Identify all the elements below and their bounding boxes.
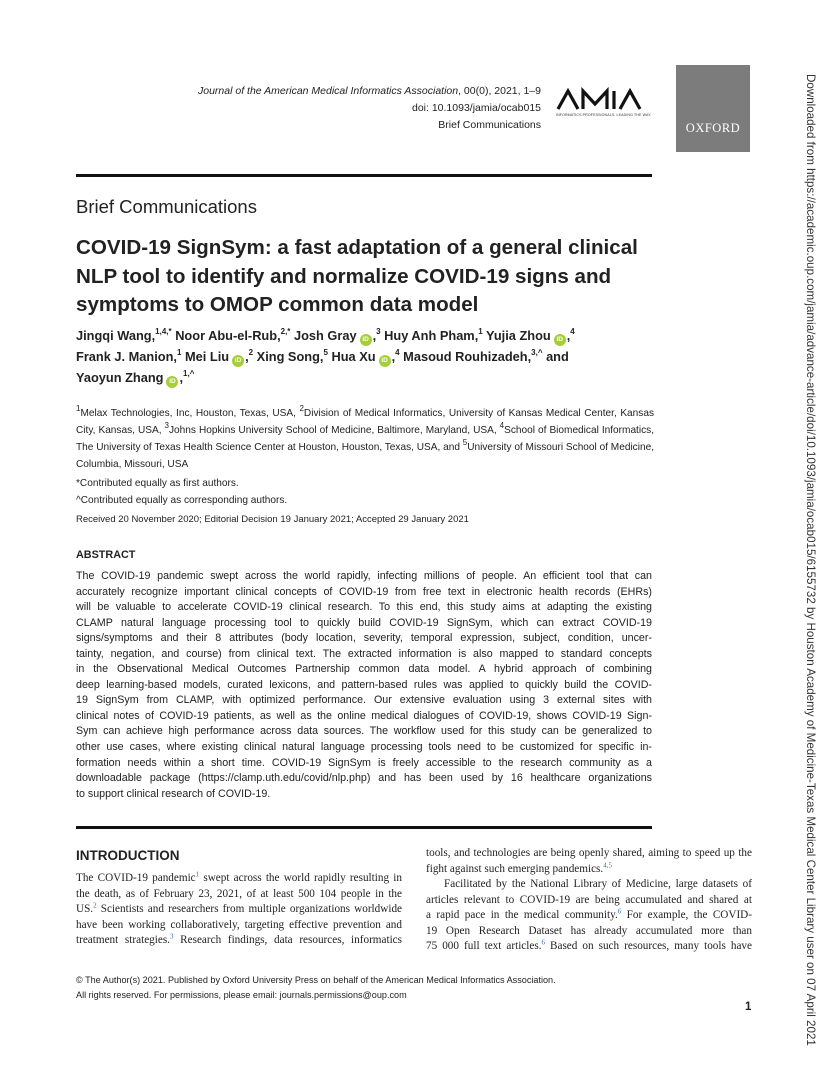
author-comma: ,	[566, 328, 571, 343]
publication-dates: Received 20 November 2020; Editorial Decision 19 January 2021; Accepted 29 January 2021	[76, 514, 469, 525]
affiliation-number: 2	[299, 403, 304, 413]
affiliation-number: 5	[462, 437, 468, 447]
abstract-body	[76, 569, 652, 802]
abstract-line: clinical notes of COVID-19 patients, as well as the online medical dialogues of COVID-19, shows COVID-19 Sign-	[76, 709, 652, 722]
author	[76, 328, 172, 343]
oxford-logo-text: OXFORD	[685, 121, 741, 135]
affiliation-line: City, Kansas, USA, $^3$Johns Hopkins University School of Medicine, Baltimore, Maryland, USA, $^4$School of Biomedical Informatics,	[76, 420, 654, 436]
citation-marker[interactable]: 2	[93, 902, 97, 910]
author-name: Yujia Zhou	[486, 328, 551, 343]
journal-header	[198, 83, 541, 134]
author-notes	[76, 475, 287, 509]
paragraph-line: tools, and technologies are being openly shared, aiming to speed up the	[426, 847, 752, 859]
orcid-icon[interactable]: iD	[360, 334, 372, 346]
author	[546, 349, 569, 364]
paragraph-line: the death, as of February 23, 2021, of at least 500 104 people in the	[76, 887, 402, 900]
abstract-line: Sym can achieve high performance across data sources. The workflow used for this study can be generalized to	[76, 725, 652, 738]
orcid-icon[interactable]: iD	[379, 355, 391, 367]
affiliation-number: 3	[164, 420, 169, 430]
author-affiliation-marker: 5	[323, 347, 328, 357]
author	[175, 328, 290, 343]
paragraph-line: 75 000 full text articles.$^6$ Based on such resources, many tools have	[426, 939, 752, 952]
intro-right-column	[426, 846, 752, 955]
author	[294, 328, 381, 343]
download-watermark: Downloaded from https://academic.oup.com/jamia/advance-article/doi/10.1093/jamia/ocab015/6155732 by Houston Academy of Medicine-Texas Medical Center Library user on 07 April 2021	[804, 74, 817, 1046]
orcid-icon[interactable]: iD	[166, 376, 178, 388]
abstract-line: to support clinical research of COVID-19.	[76, 787, 271, 800]
abstract-line: signs/symptoms and their 8 attributes (body location, severity, temporal expression, subject, condition, uncer-	[76, 632, 652, 645]
author-affiliation-marker: 1,4,*	[155, 326, 172, 336]
author-affiliation-marker: 2	[248, 347, 254, 357]
citation-marker[interactable]: 6	[541, 939, 545, 947]
affiliation-line: The University of Texas Health Science Center at Houston, Houston, Texas, USA, and $^5$University of Missouri School of Medicine,	[76, 437, 655, 453]
author-list	[76, 325, 666, 388]
author-comma: ,	[245, 349, 249, 364]
oxford-logo	[676, 65, 750, 152]
author-comma: ,	[391, 349, 396, 364]
paragraph-line: The COVID-19 pandemic$^1$ swept across the world rapidly resulting in	[76, 871, 402, 884]
intro-left-column	[76, 871, 402, 949]
affiliation-number: 1	[76, 403, 81, 413]
paragraph-line: articles relevant to COVID-19 are being accumulated and shared at	[426, 893, 752, 906]
paragraph-line: Facilitated by the National Library of Medicine, large datasets of	[444, 878, 752, 890]
author-affiliation-marker: 4	[570, 326, 575, 336]
author	[76, 370, 194, 385]
paragraph-line: have been working collaboratively, targeting effective prevention and	[76, 918, 402, 931]
affiliations	[76, 405, 654, 473]
abstract-heading: ABSTRACT	[76, 549, 136, 561]
author-affiliation-marker: 3	[376, 326, 381, 336]
author	[384, 328, 483, 343]
abstract-line: CLAMP natural language processing tool to quickly build COVID-19 SignSym, which can extract COVID-19	[76, 616, 652, 629]
author	[486, 328, 575, 343]
author-name: Masoud Rouhizadeh,	[403, 349, 532, 364]
author-name: Yaoyun Zhang	[76, 370, 164, 385]
abstract-line: deep learning-based models, curated lexicons, and pattern-based rules was applied to quickly build the COVID-	[76, 678, 652, 691]
article-type: Brief Communications	[438, 119, 541, 131]
abstract-line: other use cases, where existing clinical natural language processing tools need to be customized for specific in-	[76, 741, 652, 754]
orcid-icon[interactable]: iD	[232, 355, 244, 367]
citation-marker[interactable]: 1	[195, 871, 200, 879]
author-name: Mei Liu	[185, 349, 230, 364]
citation-marker[interactable]: 4,5	[603, 861, 612, 869]
citation-marker[interactable]: 6	[617, 908, 622, 916]
author-name: Huy Anh Pham,	[384, 328, 479, 343]
section-label: Brief Communications	[76, 196, 257, 217]
author	[257, 349, 328, 364]
author-affiliation-marker: 4	[395, 347, 400, 357]
paragraph-line: 19 Open Research Dataset has already accumulated more than	[426, 924, 752, 937]
page-number: 1	[745, 1001, 752, 1013]
header-rule	[76, 174, 652, 177]
affiliation-line: $^1$Melax Technologies, Inc, Houston, Texas, USA, $^2$Division of Medical Informatics, University of Kansas Medical Center, Kansas	[76, 403, 654, 419]
abstract-line: 19 SignSym from CLAMP, with optimized performance. Our extensive evaluation using 3 external sites with	[76, 694, 652, 707]
author-name: Jingqi Wang,	[76, 328, 156, 343]
journal-citation: , 00(0), 2021, 1–9	[458, 85, 541, 97]
author-affiliation-marker: 3,^	[531, 347, 543, 357]
author-name: Frank J. Manion,	[76, 349, 177, 364]
abstract-line: formation needs within a short time. COVID-19 SignSym is freely accessible to the research community as a	[76, 756, 652, 769]
paragraph-line: fight against such emerging pandemics.$^{4,5}$	[426, 861, 612, 875]
paper-title: COVID-19 SignSym: a fast adaptation of a general clinical NLP tool to identify and normalize COVID-19 signs and symptoms to OMOP common data model	[76, 236, 638, 316]
affiliation-line: Columbia, Missouri, USA	[76, 459, 189, 470]
abstract-line: accurately recognize important clinical concepts of COVID-19 from free text in electronic health records (EHRs)	[76, 585, 652, 598]
corresponding-author-note: ^Contributed equally as corresponding authors.	[76, 495, 288, 506]
abstract-line: will be valuable to accelerate COVID-19 clinical research. To this end, this study aims at adapting the existing	[76, 601, 652, 614]
author-name: Hua Xu	[331, 349, 376, 364]
author-name: and	[546, 349, 569, 364]
introduction-heading: INTRODUCTION	[76, 848, 180, 863]
paragraph-line: US.$^2$ Scientists and researchers from multiple organizations worldwide	[76, 902, 402, 915]
amia-tagline: INFORMATICS PROFESSIONALS. LEADING THE WAY.	[556, 113, 652, 117]
author	[76, 349, 181, 364]
author-name: Noor Abu-el-Rub,	[175, 328, 281, 343]
first-author-note: *Contributed equally as first authors.	[76, 478, 239, 489]
author-affiliation-marker: 1,^	[183, 368, 195, 378]
author-affiliation-marker: 1	[176, 347, 182, 357]
abstract-rule	[76, 826, 652, 829]
abstract-line: in the Observational Medical Outcomes Partnership common data model. A hybrid approach of combining	[76, 663, 652, 676]
affiliation-number: 4	[499, 420, 505, 430]
permissions-line: All rights reserved. For permissions, please email: journals.permissions@oup.com	[76, 990, 407, 1000]
abstract-line: downloadable package (https://clamp.uth.edu/covid/nlp.php) and has been used by 16 healthcare organizations	[76, 772, 652, 785]
citation-marker[interactable]: 3	[169, 933, 174, 941]
abstract-line: tainty, negation, and course) from clinical text. The extracted information is also mapped to standard concepts	[76, 647, 652, 660]
author-comma: ,	[372, 328, 377, 343]
author-affiliation-marker: 2,*	[280, 326, 291, 336]
author-name: Josh Gray	[293, 328, 357, 343]
journal-name: Journal of the American Medical Informatics Association	[198, 85, 459, 97]
copyright	[76, 973, 556, 1003]
author	[403, 349, 542, 364]
author-comma: ,	[179, 370, 184, 385]
author	[185, 349, 253, 364]
author-affiliation-marker: 1	[478, 326, 483, 336]
copyright-line: © The Author(s) 2021. Published by Oxford University Press on behalf of the American Medical Informatics Association.	[76, 975, 556, 985]
author	[332, 349, 400, 364]
abstract-line: The COVID-19 pandemic swept across the world rapidly, infecting millions of people. An efficient tool that can	[76, 570, 652, 582]
author-name: Xing Song,	[256, 349, 324, 364]
paragraph-line: treatment strategies.$^3$ Research findings, data resources, informatics	[76, 933, 402, 946]
paragraph-line: a rapid pace in the medical community.$^6$ For example, the COVID-	[426, 908, 752, 921]
doi[interactable]: doi: 10.1093/jamia/ocab015	[411, 102, 541, 114]
orcid-icon[interactable]: iD	[554, 334, 566, 346]
